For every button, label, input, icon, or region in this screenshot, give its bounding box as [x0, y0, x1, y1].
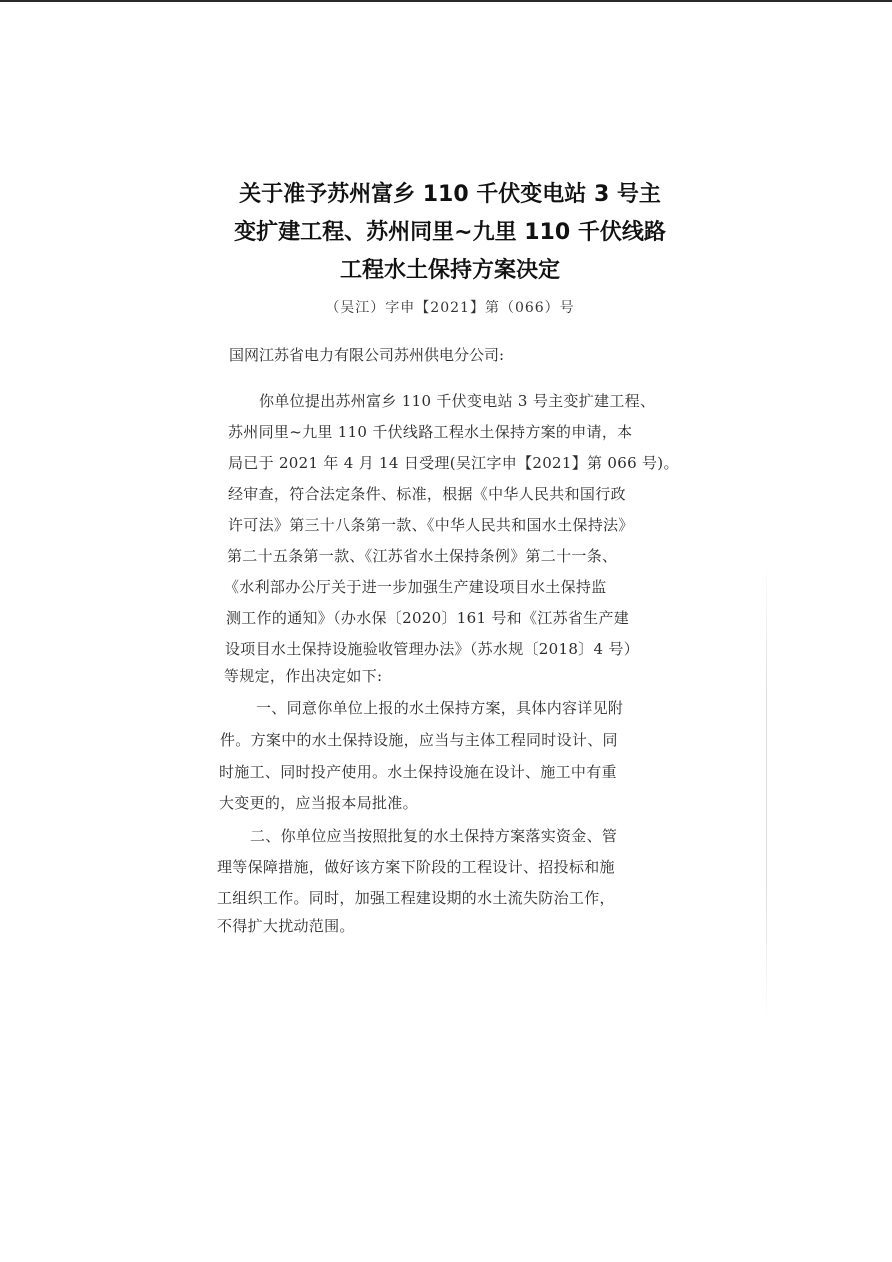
document-title [200, 176, 700, 290]
paragraph-2-line: 时施工、同时投产使用。水土保持设施在设计、施工中有重 [219, 763, 617, 781]
scan-top-border [0, 0, 892, 2]
paragraph-1-line: 第二十五条第一款、《江苏省水土保持条例》第二十一条、 [227, 547, 618, 565]
scan-fold-shadow [766, 560, 767, 1020]
paragraph-3-line: 理等保障措施，做好该方案下阶段的工程设计、招投标和施 [217, 858, 615, 876]
title-line: 变扩建工程、苏州同里~九里 110 千伏线路 [234, 220, 666, 245]
paragraph-3-line: 不得扩大扰动范围。 [217, 917, 355, 935]
paragraph-1-line: 苏州同里~九里 110 千伏线路工程水土保持方案的申请，本 [228, 423, 633, 441]
paragraph-1-line: 经审查，符合法定条件、标准，根据《中华人民共和国行政 [228, 485, 626, 503]
paragraph-3-line: 二、你单位应当按照批复的水土保持方案落实资金、管 [250, 827, 618, 845]
paragraph-1-line: 等规定，作出决定如下: [224, 667, 383, 685]
paragraph-3-line: 工组织工作。同时，加强工程建设期的水土流失防治工作， [217, 889, 615, 907]
paragraph-2-line: 一、同意你单位上报的水土保持方案，具体内容详见附 [256, 699, 624, 717]
paragraph-1-line: 设项目水土保持设施验收管理办法》（苏水规〔2018〕4 号） [225, 640, 639, 658]
title-line: 关于准予苏州富乡 110 千伏变电站 3 号主 [239, 182, 661, 207]
paragraph-2-line: 件。方案中的水土保持设施，应当与主体工程同时设计、同 [220, 731, 618, 749]
paragraph-1-line: 你单位提出苏州富乡 110 千伏变电站 3 号主变扩建工程、 [259, 392, 656, 410]
paragraph-1-line: 《水利部办公厅关于进一步加强生产建设项目水土保持监 [224, 578, 607, 596]
paragraph-1-line: 许可法》第三十八条第一款、《中华人民共和国水土保持法》 [228, 516, 634, 534]
paragraph-1-line: 局已于 2021 年 4 月 14 日受理(吴江字申【2021】第 066 号)。 [228, 454, 679, 472]
paragraph-1-line: 测工作的通知》（办水保〔2020〕161 号和《江苏省生产建 [226, 609, 630, 627]
document-number: （吴江）字申【2021】第（066）号 [325, 300, 575, 316]
addressee: 国网江苏省电力有限公司苏州供电分公司: [229, 346, 505, 364]
title-line: 工程水土保持方案决定 [339, 258, 560, 283]
paragraph-2-line: 大变更的，应当报本局批准。 [219, 794, 418, 812]
